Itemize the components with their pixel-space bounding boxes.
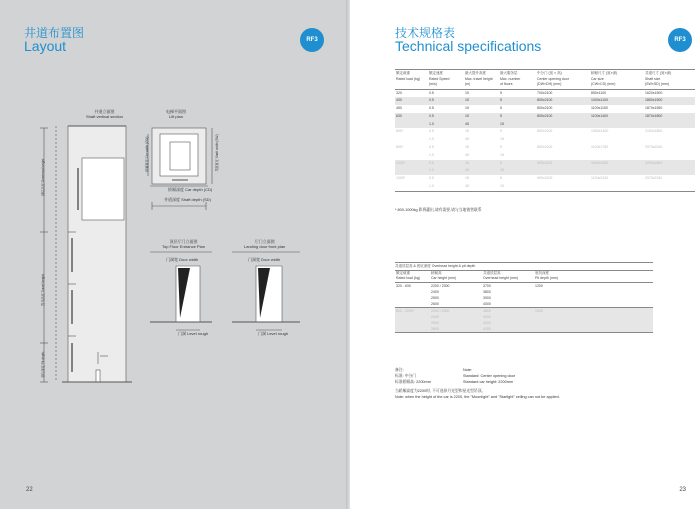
header-travel-height: 最大提升高度 Max. travel height (m)	[464, 70, 499, 90]
table-cell-car	[590, 167, 644, 175]
table-cell-load	[395, 121, 428, 129]
car-depth-label: 轿厢深度 Car depth (CD)	[168, 187, 213, 192]
table-row	[395, 97, 695, 105]
table-row	[395, 128, 695, 136]
page-number: 23	[679, 487, 686, 493]
table-cell-door: 800x2100	[537, 129, 553, 134]
table-cell-load	[395, 136, 428, 144]
table-cell-floors: 5	[499, 97, 536, 105]
table-cell-car: 1100x1400	[590, 113, 644, 121]
header-rated-load: 额定载重 Rated load (kg)	[395, 70, 428, 90]
table-cell-car: 850x1100	[591, 90, 607, 95]
page-title: Technical specifications	[395, 38, 542, 54]
table-cell-door: 900x2100	[537, 176, 553, 181]
table-cell-car-height: 2200 / 2300	[430, 307, 482, 314]
landing-door-title-en: Landing door front plan	[244, 243, 286, 249]
table-cell-load: 1000*	[395, 160, 428, 168]
table-cell-overhead: 3800	[482, 307, 534, 314]
table-cell-door: 800x2100	[537, 145, 553, 150]
table-cell-travel: 15	[465, 145, 469, 150]
table-cell-car-height: 2400	[430, 314, 482, 320]
table-cell-overhead: 3900	[483, 295, 491, 300]
table-cell-travel: 45	[465, 137, 469, 142]
landing-door-width-label: 门洞宽 Door width	[248, 257, 281, 262]
header-rated-speed: 额定速度 Rated Speed (m/s)	[428, 70, 464, 90]
note-remark-en: Note: when the height of the car is 2200, the "Moonlight" and "Starlight" ceiling can not be applied.	[395, 395, 560, 399]
table-cell-shaft: 2100x1800	[645, 129, 663, 134]
table-cell-door	[536, 136, 590, 144]
table-cell-floors: 5	[500, 106, 502, 111]
table-cell-car: 1100x1750	[591, 145, 609, 150]
table-cell-overhead: 4000	[482, 301, 534, 308]
pit-header-row	[395, 271, 653, 283]
table-cell-travel: 45	[464, 183, 499, 191]
note-door-zh: 标准: 中分门	[395, 374, 417, 378]
table-cell-shaft	[644, 183, 695, 191]
table-cell-speed: 1.0	[428, 167, 464, 175]
pit-header-load: 额定载重 Rated load (kg)	[395, 271, 430, 283]
table-cell-pit-depth: 1200	[535, 283, 543, 288]
table-cell-floors: 15	[499, 167, 536, 175]
pit-header-car-height: 轿厢高 Car height (mm)	[430, 271, 482, 283]
table-cell-speed: 0.5	[429, 145, 434, 150]
table-cell-overhead: 4200	[482, 326, 534, 333]
table-cell-speed: 0.5	[428, 113, 464, 121]
top-floor-door-width-label: 门洞宽 Door width	[166, 257, 199, 262]
top-floor-level-label: 门洞 Level rough	[178, 331, 209, 336]
top-floor-caption	[162, 240, 205, 250]
table-cell-overhead: 3700	[483, 283, 491, 288]
table-cell-travel: 15	[464, 113, 499, 121]
table-cell-shaft: 1870x1550	[645, 106, 663, 111]
table-cell-car	[590, 183, 644, 191]
table-row	[395, 175, 695, 183]
table-cell-load	[395, 152, 428, 160]
table-cell-overhead: 3800	[483, 289, 491, 294]
pit-dimension-label: 底坑深度 Pit depth	[41, 351, 45, 378]
right-page	[350, 0, 700, 509]
table-cell-travel: 45	[465, 152, 469, 157]
header-floors: 最大服务层 Max. number of floors	[499, 70, 536, 90]
top-floor-title-zh: 顶层厅门立面图	[169, 239, 198, 244]
travel-dimension-label: 提升高度 Travel height	[41, 274, 45, 306]
shaft-section-title-zh: 井道立面图	[94, 109, 115, 114]
note-remark-zh: 当轿厢高度为2200时, 不可选择月光型和星光型吊顶。	[395, 389, 486, 393]
table-cell-shaft: 2070x2040	[645, 145, 663, 150]
pit-header-overhead: 井道顶层高 Overhead height (mm)	[482, 271, 534, 283]
table-row	[395, 144, 695, 152]
table-cell-door: 900x2100	[536, 160, 590, 168]
table-cell-travel: 15	[464, 97, 499, 105]
table-row	[395, 113, 695, 121]
landing-door-drawing	[232, 252, 300, 330]
page-number: 22	[26, 487, 33, 493]
table-cell-door	[536, 183, 590, 191]
table-cell-load	[395, 183, 428, 191]
table-cell-floors: 15	[500, 152, 504, 157]
overhead-dimension-label: 顶层高度 Overhead height	[41, 158, 45, 196]
page-title-zh: 技术规格表	[395, 26, 456, 40]
table-cell-load: 320	[396, 90, 402, 95]
table-cell-speed: 0.5	[429, 176, 434, 181]
table-cell-floors: 5	[499, 160, 536, 168]
table-cell-travel: 15	[465, 176, 469, 181]
table-cell-car	[590, 136, 644, 144]
table-row	[395, 89, 695, 97]
table-cell-shaft	[644, 167, 695, 175]
header-shaft-size: 井道尺寸 (宽×深) Shaft size (SW×SD) (mm)	[644, 70, 695, 90]
table-cell-car-height: 2400	[431, 289, 439, 294]
table-cell-load	[395, 167, 428, 175]
shaft-section-caption	[86, 110, 123, 120]
table-cell-speed: 1.0	[429, 152, 434, 157]
shaft-vertical-section-drawing	[40, 126, 132, 382]
table-cell-car: 1100x2100	[591, 176, 609, 181]
section-badge: RF3	[668, 28, 692, 52]
spec-header-row	[395, 70, 695, 90]
page-title: Layout	[24, 38, 67, 54]
table-row	[395, 136, 695, 144]
table-cell-load	[395, 326, 430, 333]
note-door-en: Standard: Center opening door	[463, 374, 516, 378]
note-height-en: Standard car height: 2200mm	[463, 380, 514, 384]
table-cell-speed: 0.5	[429, 106, 434, 111]
table-cell-door: 800x2100	[536, 97, 590, 105]
section-badge: RF3	[300, 28, 324, 52]
table-cell-speed: 1.0	[428, 121, 464, 129]
table-cell-door	[536, 152, 590, 160]
top-floor-title-en: Top Floor Entrance Plan	[162, 243, 205, 249]
table-cell-speed: 0.5	[428, 160, 464, 168]
shaft-depth-label: 井道深度 Shaft depth (SD)	[164, 197, 211, 202]
table-cell-car-height: 2500	[431, 295, 439, 300]
table-cell-shaft: 2250x1800	[644, 160, 695, 168]
header-door: 中分门 (宽 × 高) Center opening door (DW×DH) (mm)	[536, 70, 590, 90]
pit-header-pit-depth: 底坑深度 Pit depth (mm)	[534, 271, 653, 283]
lift-plan-title-zh: 电梯平面图	[166, 109, 186, 114]
table-cell-shaft: 1850x1500	[644, 97, 695, 105]
table-cell-shaft	[644, 121, 695, 129]
table-cell-floors: 5	[500, 145, 502, 150]
table-cell-load: 800 - 1000*	[395, 307, 430, 314]
table-cell-car-height: 2200 / 2300	[431, 283, 450, 288]
shaft-section-title-en: Shaft vertical section	[86, 113, 123, 119]
top-floor-entrance-drawing	[150, 252, 212, 330]
table-cell-floors: 5	[499, 113, 536, 121]
table-cell-door: 700x2100	[537, 90, 553, 95]
table-cell-speed: 1.0	[429, 137, 434, 142]
table-cell-travel: 45	[464, 121, 499, 129]
lift-plan-caption	[166, 110, 186, 120]
car-width-label: 轿厢宽度 Car width (CW)	[145, 136, 149, 172]
table-cell-door: 800x2100	[536, 113, 590, 121]
table-cell-floors: 5	[500, 90, 502, 95]
spec-footnote: * 800-1000kg 影将灌出,请有需要,请与当地销售联系	[395, 208, 482, 212]
table-cell-travel: 15	[465, 129, 469, 134]
table-cell-floors: 15	[500, 137, 504, 142]
table-cell-car	[590, 121, 644, 129]
table-cell-car: 1100x1150	[591, 106, 608, 111]
table-row	[395, 160, 695, 168]
landing-door-caption	[244, 240, 285, 250]
pit-table-title: 井道顶层高 & 底坑深度 Overhead height & pit depth	[395, 262, 653, 270]
note-height-zh: 标准轿厢高: 2200mm	[395, 380, 431, 384]
table-cell-load: 450	[396, 106, 402, 111]
table-cell-travel: 15	[464, 160, 499, 168]
note-label-en: Note:	[463, 368, 473, 372]
table-row	[395, 152, 695, 160]
table-row	[395, 167, 695, 175]
table-cell-load: 630	[395, 113, 428, 121]
table-cell-speed: 0.5	[429, 129, 434, 134]
table-cell-car: 1000x1100	[590, 97, 644, 105]
table-cell-load: 1000*	[396, 176, 406, 181]
pit-depth-table	[395, 262, 653, 333]
table-cell-speed: 0.5	[428, 97, 464, 105]
table-cell-travel: 45	[464, 167, 499, 175]
table-cell-car-height: 2500	[430, 320, 482, 326]
table-cell-car-height: 2600	[430, 326, 482, 333]
table-cell-speed: 0.5	[429, 90, 434, 95]
table-cell-speed: 1.0	[428, 183, 464, 191]
table-cell-floors: 5	[500, 176, 502, 181]
table-cell-pit-depth	[534, 326, 653, 333]
table-cell-door: 800x2100	[537, 106, 553, 111]
table-cell-floors: 5	[500, 129, 502, 134]
table-cell-car: 1600x1400	[590, 160, 644, 168]
table-row	[395, 105, 695, 113]
page-title-zh: 井道布置图	[24, 26, 85, 40]
table-cell-floors: 15	[499, 183, 536, 191]
table-cell-load: 800*	[396, 145, 404, 150]
table-cell-car: 1350x1400	[591, 129, 609, 134]
table-cell-car-height: 2600	[430, 301, 482, 308]
table-cell-load: 400	[395, 97, 428, 105]
table-cell-shaft: 2070x2340	[645, 176, 663, 181]
table-cell-load: 800*	[396, 129, 404, 134]
table-cell-shaft: 1870x1800	[644, 113, 695, 121]
table-cell-travel: 15	[465, 106, 469, 111]
table-cell-door	[536, 121, 590, 129]
table-row	[395, 326, 653, 333]
table-row	[395, 121, 695, 129]
landing-level-label: 门洞 Level rough	[258, 331, 289, 336]
table-cell-travel: 15	[465, 90, 469, 95]
table-cell-overhead: 4000	[482, 314, 534, 320]
table-cell-overhead: 4100	[482, 320, 534, 326]
table-cell-shaft	[644, 152, 695, 160]
table-cell-floors: 15	[499, 121, 536, 129]
table-cell-pit-depth: 1300	[534, 307, 653, 314]
header-car-size: 轿厢尺寸 (宽×深) Car size (CW×CD) (mm)	[590, 70, 644, 90]
shaft-width-label: 井道宽度 Shaft width (SW)	[215, 134, 219, 172]
table-row	[395, 183, 695, 191]
table-cell-door	[536, 167, 590, 175]
table-cell-load: 320 - 630	[396, 283, 411, 288]
lift-plan-title-en: Lift plan	[168, 113, 183, 119]
landing-door-title-zh: 厅门立面图	[254, 239, 275, 244]
table-cell-car	[590, 152, 644, 160]
technical-spec-table	[395, 69, 695, 192]
table-cell-shaft: 1620x1500	[645, 90, 663, 95]
table-cell-shaft	[644, 136, 695, 144]
note-label-zh: 备注:	[395, 368, 404, 372]
